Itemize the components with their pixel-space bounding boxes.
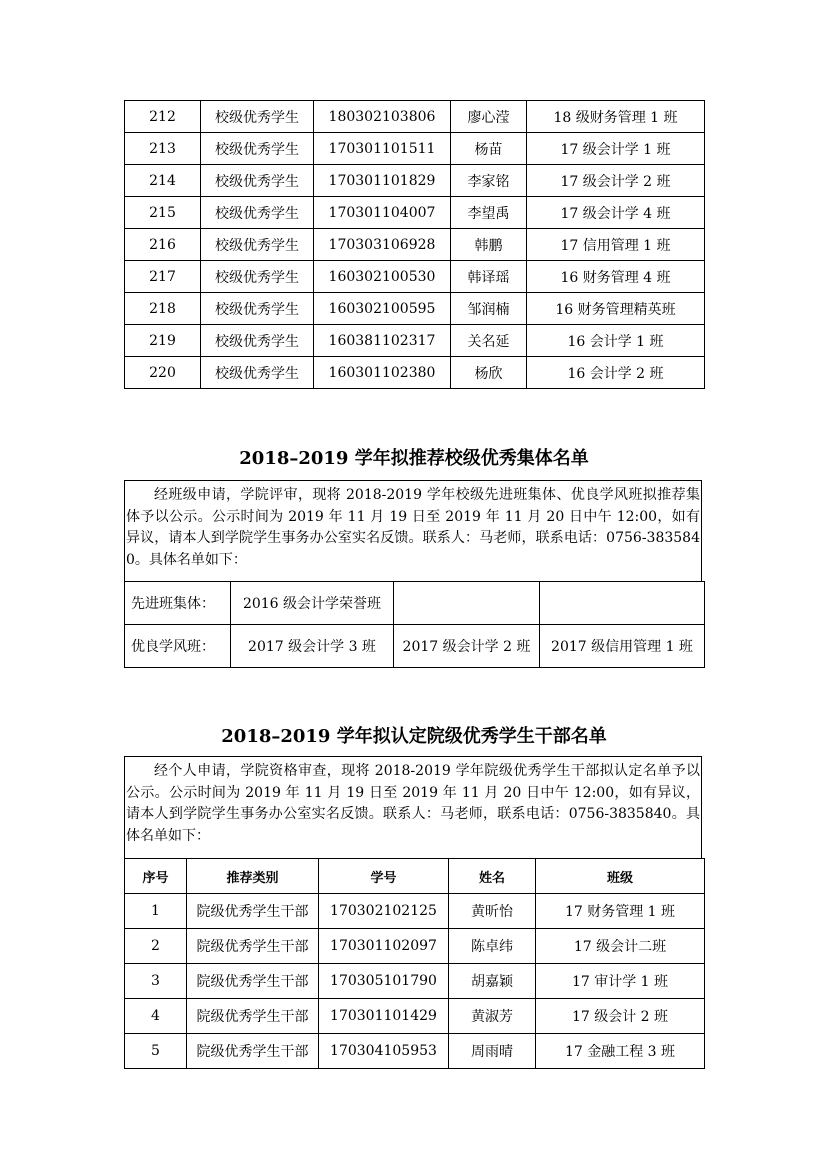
cadre-notice-box [124, 756, 702, 859]
cell-category: 校级优秀学生 [201, 325, 314, 357]
cell-name: 黄昕怡 [449, 894, 536, 929]
cell-index: 214 [125, 165, 201, 197]
cell-category: 院级优秀学生干部 [187, 929, 319, 964]
cell-student-id: 170301101511 [314, 133, 451, 165]
cell-student-id: 160302100530 [314, 261, 451, 293]
table-row [125, 929, 705, 964]
cell-student-id: 160381102317 [314, 325, 451, 357]
cell-name: 李望禹 [451, 197, 527, 229]
cell-name: 邹润楠 [451, 293, 527, 325]
cell-student-id: 170301102097 [319, 929, 449, 964]
cell-class: 16 财务管理精英班 [527, 293, 705, 325]
cell-index: 4 [125, 999, 187, 1034]
header-name: 姓名 [449, 859, 536, 894]
cell-class: 17 审计学 1 班 [536, 964, 705, 999]
cell-student-id: 160302100595 [314, 293, 451, 325]
cell-name: 韩鹏 [451, 229, 527, 261]
table-row [125, 999, 705, 1034]
cell-name: 周雨晴 [449, 1034, 536, 1069]
collective-table [124, 581, 705, 668]
cell-name: 杨欣 [451, 357, 527, 389]
header-student-id: 学号 [319, 859, 449, 894]
table-row [125, 197, 705, 229]
cell-student-id: 180302103806 [314, 101, 451, 133]
cell-class: 17 级会计学 1 班 [527, 133, 705, 165]
table-row [125, 325, 705, 357]
table-row [125, 261, 705, 293]
cell-index: 220 [125, 357, 201, 389]
cell-category: 校级优秀学生 [201, 357, 314, 389]
cell-class: 17 级会计学 4 班 [527, 197, 705, 229]
table-row [125, 357, 705, 389]
cell-name: 关名延 [451, 325, 527, 357]
advanced-class-cell [540, 582, 705, 625]
cell-index: 219 [125, 325, 201, 357]
cell-name: 杨苗 [451, 133, 527, 165]
cell-category: 校级优秀学生 [201, 101, 314, 133]
cell-student-id: 170301101429 [319, 999, 449, 1034]
table-row [125, 1034, 705, 1069]
advanced-class-row [125, 582, 705, 625]
cell-name: 黄淑芳 [449, 999, 536, 1034]
study-style-cell: 2017 级会计学 3 班 [231, 625, 394, 668]
table-row [125, 165, 705, 197]
header-category: 推荐类别 [187, 859, 319, 894]
study-style-cell: 2017 级会计学 2 班 [394, 625, 540, 668]
cell-class: 17 金融工程 3 班 [536, 1034, 705, 1069]
cell-class: 16 财务管理 4 班 [527, 261, 705, 293]
cell-index: 1 [125, 894, 187, 929]
cell-student-id: 170302102125 [319, 894, 449, 929]
study-style-row [125, 625, 705, 668]
cell-category: 院级优秀学生干部 [187, 894, 319, 929]
cell-index: 218 [125, 293, 201, 325]
cell-class: 17 信用管理 1 班 [527, 229, 705, 261]
cadre-notice-text: 经个人申请，学院资格审查，现将 2018-2019 学年院级优秀学生干部拟认定名单予以公示。公示时间为 2019 年 11 月 19 日至 2019 年 11 月 20 日中午 12:00，如有异议，请本人到学院学生事务办公室实名反馈。联系人：马老师，联系电话：0756-3835840。具体名单如下： [126, 763, 700, 844]
table-row [125, 101, 705, 133]
cell-category: 校级优秀学生 [201, 229, 314, 261]
header-class: 班级 [536, 859, 705, 894]
cell-category: 校级优秀学生 [201, 197, 314, 229]
student-list-body [125, 101, 705, 389]
cell-index: 213 [125, 133, 201, 165]
cell-student-id: 170305101790 [319, 964, 449, 999]
table-header-row [125, 859, 705, 894]
cell-class: 17 财务管理 1 班 [536, 894, 705, 929]
cell-category: 校级优秀学生 [201, 293, 314, 325]
cell-index: 215 [125, 197, 201, 229]
cell-category: 院级优秀学生干部 [187, 964, 319, 999]
cell-index: 212 [125, 101, 201, 133]
cell-category: 校级优秀学生 [201, 133, 314, 165]
cell-class: 16 会计学 1 班 [527, 325, 705, 357]
cell-class: 17 级会计二班 [536, 929, 705, 964]
collective-notice-box [124, 480, 702, 582]
table-row [125, 293, 705, 325]
cell-name: 韩译瑶 [451, 261, 527, 293]
cell-class: 16 会计学 2 班 [527, 357, 705, 389]
cell-index: 216 [125, 229, 201, 261]
cell-category: 校级优秀学生 [201, 165, 314, 197]
cadre-list-title: 2018–2019 学年拟认定院级优秀学生干部名单 [221, 726, 607, 747]
cell-name: 廖心滢 [451, 101, 527, 133]
cell-student-id: 170301104007 [314, 197, 451, 229]
collective-list-title: 2018–2019 学年拟推荐校级优秀集体名单 [239, 448, 589, 469]
advanced-class-cell: 2016 级会计学荣誉班 [231, 582, 394, 625]
table-row [125, 133, 705, 165]
cell-class: 17 级会计 2 班 [536, 999, 705, 1034]
table-row [125, 894, 705, 929]
cell-category: 校级优秀学生 [201, 261, 314, 293]
cell-index: 2 [125, 929, 187, 964]
collective-notice-text: 经班级申请，学院评审，现将 2018-2019 学年校级先进班集体、优良学风班拟推荐集体予以公示。公示时间为 2019 年 11 月 19 日至 2019 年 11 月 20 日中午 12:00，如有异议，请本人到学院学生事务办公室实名反馈。联系人：马老师，联系电话：0756-3835840。具体名单如下： [126, 487, 700, 568]
cell-name: 李家铭 [451, 165, 527, 197]
advanced-class-label: 先进班集体： [125, 582, 231, 625]
cell-index: 217 [125, 261, 201, 293]
header-index: 序号 [125, 859, 187, 894]
advanced-class-cell [394, 582, 540, 625]
cell-student-id: 170304105953 [319, 1034, 449, 1069]
cell-index: 3 [125, 964, 187, 999]
cell-index: 5 [125, 1034, 187, 1069]
study-style-cell: 2017 级信用管理 1 班 [540, 625, 705, 668]
table-row [125, 964, 705, 999]
cell-name: 陈卓纬 [449, 929, 536, 964]
cell-category: 院级优秀学生干部 [187, 1034, 319, 1069]
student-list-table [124, 100, 705, 389]
cell-class: 18 级财务管理 1 班 [527, 101, 705, 133]
cell-student-id: 170301101829 [314, 165, 451, 197]
cell-class: 17 级会计学 2 班 [527, 165, 705, 197]
cell-student-id: 160301102380 [314, 357, 451, 389]
cadre-table [124, 858, 705, 1069]
cell-student-id: 170303106928 [314, 229, 451, 261]
cell-category: 院级优秀学生干部 [187, 999, 319, 1034]
cell-name: 胡嘉颖 [449, 964, 536, 999]
study-style-label: 优良学风班： [125, 625, 231, 668]
table-row [125, 229, 705, 261]
